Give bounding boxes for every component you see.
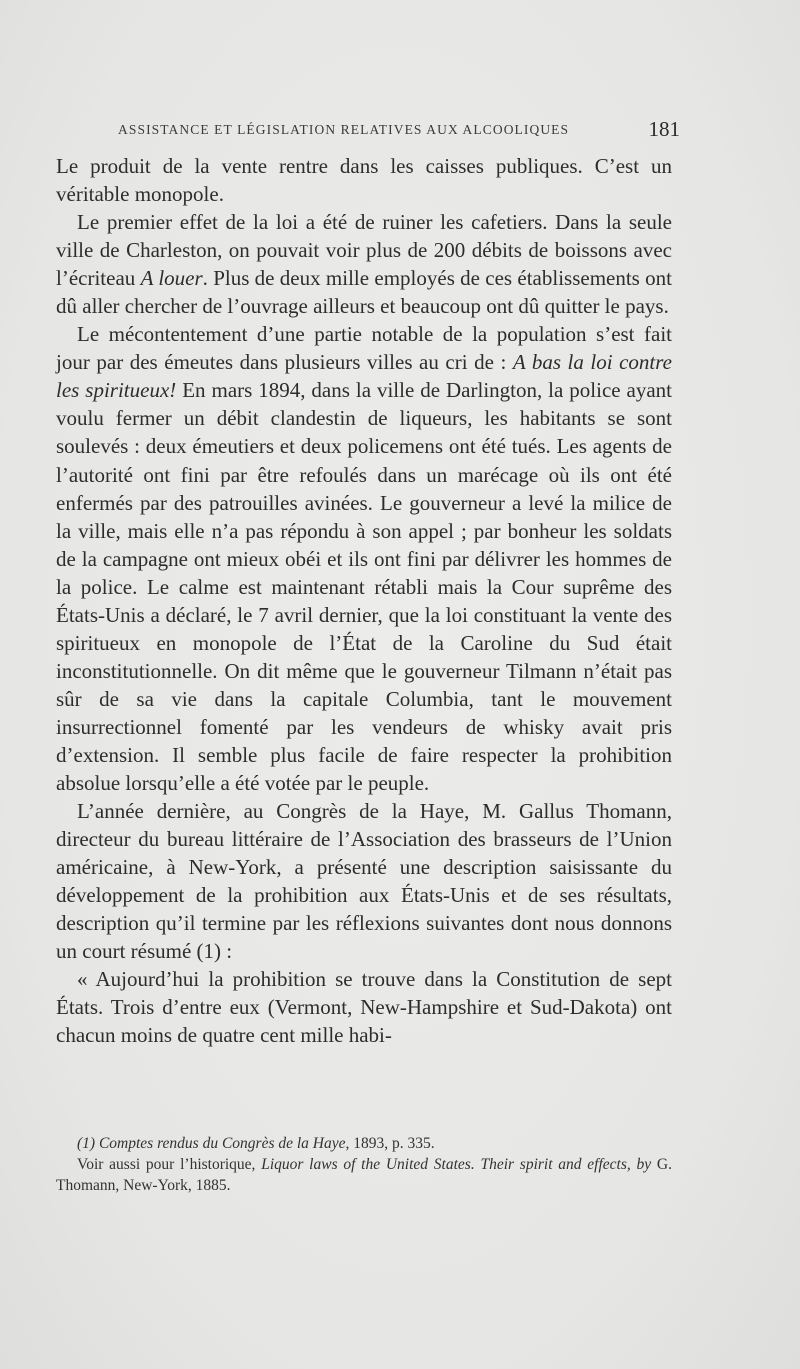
footnote-2-text-b: G. Thomann, New-York, 1885. [56,1156,672,1194]
footnote-2-italic: Liquor laws of the United States. Their spirit and effects, by [261,1156,652,1173]
footnote-1 [56,1133,672,1154]
paragraph-1: Le produit de la vente rentre dans les caisses publiques. C’est un véritable monopole. [56,154,672,207]
paragraph-3-italic: A bas la loi contre les spiritueux! [56,350,672,403]
paragraph-2-italic: A louer [140,266,203,291]
paragraph-2-text-a: Le premier effet de la loi a été de ruiner les cafetiers. Dans la seule ville de Charleston, on pouvait voir plus de 200 débits de boissons avec l’écriteau [56,210,672,291]
footnote-1-text: , 1893, p. 335. [345,1135,435,1152]
footnote-2-text-a: Voir aussi pour l’historique, [77,1156,262,1173]
paragraph-2 [56,208,672,320]
paragraph-4: L’année dernière, au Congrès de la Haye, M. Gallus Thomann, directeur du bureau littéraire de l’Association des brasseurs de l’Union américaine, à New-York, a présenté une description saisissante du développement de la prohibition aux États-Unis et de ses résultats, description qu’il termine par les réflexions suivantes dont nous donnons un court résumé (1) : [56,799,672,964]
footnotes [56,1133,672,1196]
page-number: 181 [648,117,680,141]
paragraph-5: « Aujourd’hui la prohibition se trouve dans la Constitution de sept États. Trois d’entre eux (Vermont, New-Hampshire et Sud-Dakota) ont chacun moins de quatre cent mille habi- [56,967,672,1048]
running-title: ASSISTANCE ET LÉGISLATION RELATIVES AUX ALCOOLIQUES [118,122,570,137]
paragraph-2-text-b: . Plus de deux mille employés de ces établissements ont dû aller chercher de l’ouvrage ailleurs et beaucoup ont dû quitter le pays. [56,266,672,319]
footnote-1-marker: (1) [77,1135,99,1152]
footnote-1-italic: Comptes rendus du Congrès de la Haye [98,1135,346,1152]
paragraph-3-text-a: Le mécontentement d’une partie notable de la population s’est fait jour par des émeutes dans plusieurs villes au cri de : [56,322,672,375]
footnote-2 [56,1154,672,1196]
running-head [118,118,678,142]
paragraph-3 [56,320,672,797]
body-text [56,152,672,1050]
paragraph-3-text-b: En mars 1894, dans la ville de Darlington, la police ayant voulu fermer un débit clandestin de liqueurs, les habitants se sont soulevés : deux émeutiers et deux policemens ont été tués. Les agents de l’autorité ont fini par être refoulés dans un marécage où ils ont été enfermés par des patrouilles avinées. Le gouverneur a levé la milice de la ville, mais elle n’a pas répondu à son appel ; par bonheur les soldats de la campagne ont mieux obéi et ils ont fini par délivrer les hommes de la police. Le calme est maintenant rétabli mais la Cour suprême des États-Unis a déclaré, le 7 avril dernier, que la loi constituant la vente des spiritueux en monopole de l’État de la Caroline du Sud était inconstitutionnelle. On dit même que le gouverneur Tilmann n’était pas sûr de sa vie dans la capitale Columbia, tant le mouvement insurrectionnel fomenté par les vendeurs de whisky avait pris d’extension. Il semble plus facile de faire respecter la prohibition absolue lorsqu’elle a été votée par le peuple. [56,378,673,796]
